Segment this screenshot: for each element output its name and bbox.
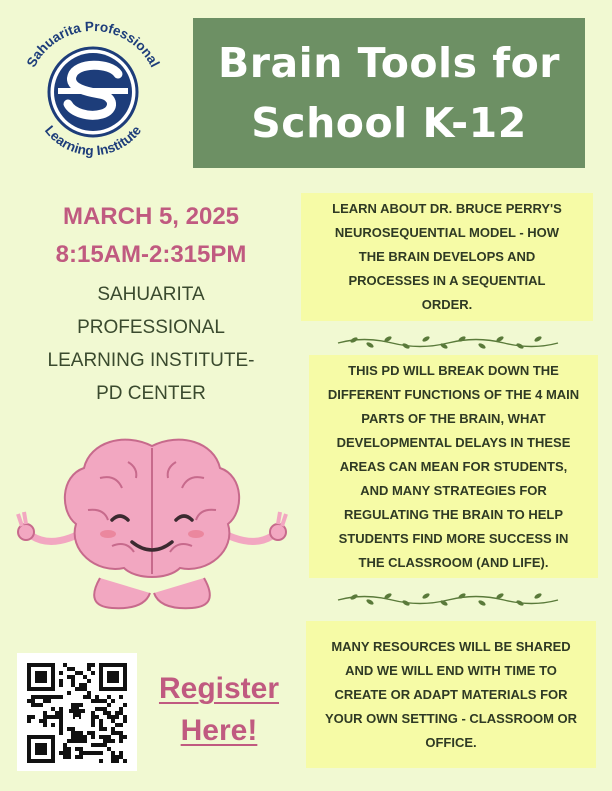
info-box-pd-details	[309, 355, 598, 578]
institute-logo	[14, 14, 172, 164]
info-line: AND MANY STRATEGIES FOR	[360, 482, 547, 498]
info-line: PROCESSES IN A SEQUENTIAL	[348, 273, 546, 288]
info-line: STUDENTS FIND MORE SUCCESS IN	[338, 530, 569, 546]
event-time: 8:15AM-2:315PM	[55, 241, 247, 268]
info-line: THIS PD WILL BREAK DOWN THE	[348, 362, 559, 378]
vine-divider-icon	[336, 591, 560, 607]
event-details	[20, 198, 282, 410]
info-line: CREATE OR ADAPT MATERIALS FOR	[334, 686, 568, 702]
info-line: YOUR OWN SETTING - CLASSROOM OR	[324, 710, 578, 726]
logo-name-bottom: Learning Institute	[41, 122, 145, 159]
register-link[interactable]	[139, 668, 299, 752]
event-location-line: PD CENTER	[96, 383, 206, 404]
info-line: AREAS CAN MEAN FOR STUDENTS,	[339, 458, 568, 474]
title-line-2: School K-12	[251, 99, 527, 147]
info-line: DIFFERENT FUNCTIONS OF THE 4 MAIN	[327, 386, 580, 402]
info-line: REGULATING THE BRAIN TO HELP	[343, 506, 564, 522]
info-line: THE CLASSROOM (AND LIFE).	[358, 554, 549, 570]
info-line: PARTS OF THE BRAIN, WHAT	[361, 410, 546, 426]
title-line-1: Brain Tools for	[218, 39, 560, 87]
event-date: MARCH 5, 2025	[62, 203, 240, 230]
register-line-1: Register	[158, 672, 280, 705]
qr-code-icon[interactable]	[17, 653, 137, 771]
info-line: ORDER.	[421, 297, 473, 312]
event-location-line: LEARNING INSTITUTE-	[47, 350, 255, 371]
info-box-resources	[306, 621, 596, 768]
logo-name-top: Sahuarita Professional	[23, 18, 163, 70]
info-line: DEVELOPMENTAL DELAYS IN THESE	[336, 434, 571, 450]
title-banner	[193, 18, 585, 168]
info-line: THE BRAIN DEVELOPS AND	[358, 249, 536, 264]
vine-divider-icon	[336, 334, 560, 350]
info-line: LEARN ABOUT DR. BRUCE PERRY'S	[332, 201, 562, 216]
register-line-2: Here!	[180, 714, 258, 747]
info-line: NEUROSEQUENTIAL MODEL - HOW	[334, 225, 560, 240]
info-line: MANY RESOURCES WILL BE SHARED	[331, 638, 571, 654]
info-line: AND WE WILL END WITH TIME TO	[345, 662, 557, 678]
event-location-line: PROFESSIONAL	[77, 317, 225, 338]
s-emblem-icon	[14, 14, 172, 164]
info-line: OFFICE.	[425, 734, 477, 750]
event-location-line: SAHUARITA	[97, 284, 205, 305]
info-box-model	[301, 193, 593, 321]
meditating-brain-icon	[4, 428, 300, 620]
